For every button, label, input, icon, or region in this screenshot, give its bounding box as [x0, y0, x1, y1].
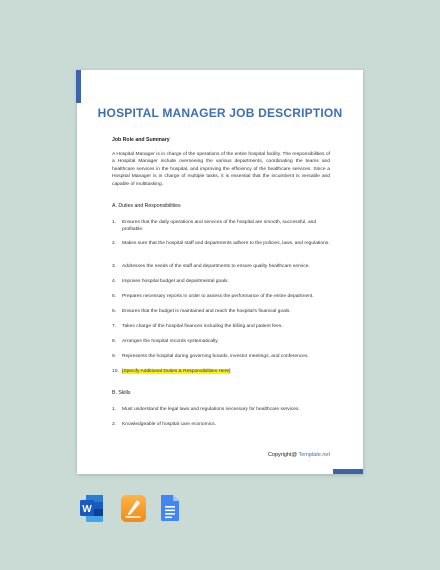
list-text: Prepares necessary reports in order to assess the performance of the entire department.	[122, 294, 314, 299]
list-number: 2.	[112, 422, 117, 427]
list-item	[112, 323, 332, 330]
list-item	[112, 338, 332, 345]
list-item	[112, 219, 332, 234]
list-item	[112, 308, 332, 315]
document-page	[77, 70, 363, 474]
list-number: 5.	[112, 294, 117, 299]
list-number: 1.	[112, 220, 117, 225]
list-number: 3.	[112, 264, 117, 269]
pages-icon[interactable]	[120, 494, 147, 523]
list-item	[112, 421, 332, 428]
list-item	[112, 278, 332, 285]
list-number: 2.	[112, 241, 117, 246]
skills-heading: B. Skills	[112, 390, 131, 396]
list-number: 1.	[112, 407, 117, 412]
list-item	[112, 368, 332, 375]
list-text: Ensures that the daily operations and services of the hospital are smooth, successful, and profitable.	[122, 220, 317, 233]
list-text: Addresses the needs of the staff and departments to ensure quality healthcare service.	[122, 264, 310, 269]
placeholder-highlight: [Specify Additional Duties & Responsibilities Here]	[122, 369, 231, 374]
list-text: Takes charge of the hospital finances including the billing and patient fees.	[122, 324, 283, 329]
svg-text:W: W	[82, 504, 92, 515]
footer-copyright	[268, 452, 330, 458]
list-item	[112, 353, 332, 360]
list-item	[112, 240, 332, 247]
list-text: Makes sure that the hospital staff and departments adhere to the policies, laws, and regulations.	[122, 241, 330, 246]
list-text	[122, 368, 332, 375]
list-number: 6.	[112, 309, 117, 314]
list-text: Arranges the hospital records systematically.	[122, 339, 219, 344]
list-item	[112, 293, 332, 300]
list-number: 10.	[112, 369, 119, 374]
brand-link[interactable]: Template.net	[298, 452, 330, 458]
list-text: Imposes hospital budget and departmental goals.	[122, 279, 229, 284]
list-item	[112, 263, 332, 270]
list-text: Must understand the legal laws and regulations necessary for healthcare services.	[122, 407, 300, 412]
accent-bar-left	[76, 70, 81, 103]
list-number: 4.	[112, 279, 117, 284]
duties-heading: A. Duties and Responsibilities	[112, 203, 181, 209]
role-heading: Job Role and Summary	[112, 137, 170, 143]
copyright-text: Copyright@	[267, 452, 298, 458]
list-number: 8.	[112, 339, 117, 344]
summary-paragraph: A Hospital Manager is in charge of the operations of the entire hospital facility. The responsibilities of a Hospital Manager include overseeing the various departments, coordinating the teams and healthcare services in the hospital, and improving the efficiency of the healthcare services. Since a Hospital Manager is in charge of multiple tasks, it is essential that the incumbent is versatile and capable of multitasking.	[112, 152, 330, 187]
word-icon[interactable]	[80, 494, 104, 523]
google-docs-icon[interactable]	[160, 494, 180, 522]
list-text: Represents the hospital during governing boards, investor meetings, and conferences.	[122, 354, 309, 359]
list-number: 9.	[112, 354, 117, 359]
list-text: Ensures that the budget is maintained and reach the hospital's financial goals.	[122, 309, 291, 314]
accent-bar-bottom	[333, 469, 363, 474]
list-text: Knowledgeable of hospital care economics.	[122, 422, 217, 427]
list-number: 7.	[112, 324, 117, 329]
document-title: HOSPITAL MANAGER JOB DESCRIPTION	[97, 106, 343, 120]
list-item	[112, 406, 332, 413]
